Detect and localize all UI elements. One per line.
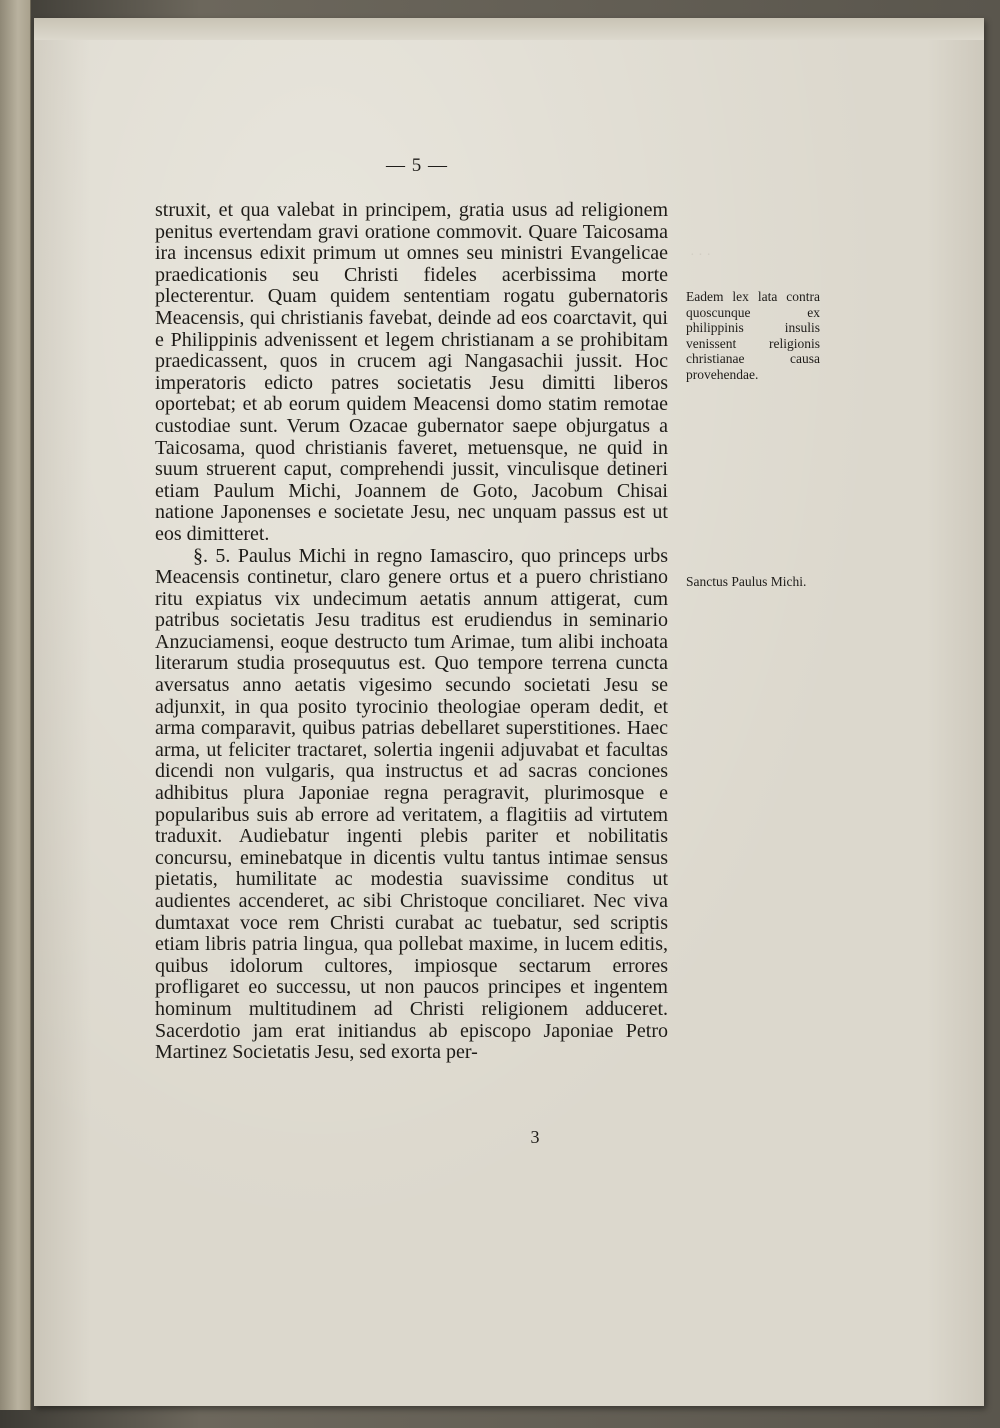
page-top-edge: [34, 18, 984, 40]
bleed-through-text: · · ·: [690, 248, 711, 263]
main-text-column: [155, 200, 668, 1064]
paragraph-1: struxit, et qua valebat in principem, gratia usus ad religionem penitus evertendam gravi oratione commovit. Quare Taicosama ira incensus edixit primum ut omnes seu ministri Evangelicae praedicationis seu Christi fideles acerbissima morte plecterentur. Quam quidem sententiam rogatu gubernatoris Meacensis, qui christianis favebat, deinde ad eos coarctavit, qui e Philippinis advenissent et legem christianam a se prohibitam praedicassent, quos in crucem agi Nangasachii jussit. Hoc imperatoris edicto patres societatis Jesu dimitti liberos oportebat; et ab eorum quidem Meacensi domo statim remotae custodiae sunt. Verum Ozacae gubernator saepe objurgatus a Taicosama, quod christianis faveret, metuensque, ne quid in suum struerent caput, comprehendi jussit, vinculisque detineri etiam Paulum Michi, Joannem de Goto, Jacobum Chisai natione Japonenses e societate Jesu, nec unquam passus est ut eos dimitteret.: [155, 199, 668, 545]
paragraph-2: §. 5. Paulus Michi in regno Iamasciro, quo princeps urbs Meacensis continetur, claro genere ortus et a puero christiano ritu expiatus vix undecimum aetatis annum attigerat, cum patribus societatis Jesu traditus est erudiendus in seminario Anzuciamensi, eoque destructo tum Arimae, tum alibi inchoata literarum studia prosequutus est. Quo tempore terrena cuncta aversatus anno aetatis vigesimo secundo societati Jesu se adjunxit, in qua posito tyrocinio theologiae operam dedit, et arma comparavit, quibus patrias debellaret superstitiones. Haec arma, ut feliciter tractaret, solertia ingenii adjuvabat et facultas dicendi non vulgaris, qua instructus et ad sacras conciones adhibitus plura Japoniae regna peragravit, plurimosque e popularibus suis ab errore ad veritatem, a flagitiis ad virtutem traduxit. Audiebatur ingenti plebis pariter et nobilitatis concursu, eminebatque in dicentis vultu tantus intimae sensus pietatis, humilitate ac modestia suavissime conditus ut audientes accenderet, ac sibi Christoque conciliaret. Nec viva dumtaxat voce rem Christi curabat ac tuebatur, sed scriptis etiam libris patria lingua, qua pollebat maxime, in lucem editis, quibus idolorum cultores, impiosque sectarum errores profligaret eo successu, ut non paucos principes et ingentem hominum multitudinem ad Christi religionem adduceret. Sacerdotio jam erat initiandus ab episcopo Japoniae Petro Martinez Societatis Jesu, sed exorta per-: [155, 544, 668, 1064]
margin-note-1: Eadem lex lata contra quoscunque ex philippinis insulis venissent religionis christianae causa provehendae.: [686, 289, 820, 382]
margin-note-2: Sanctus Paulus Michi.: [686, 574, 807, 589]
signature-number: 3: [530, 1127, 540, 1147]
running-head: — 5 —: [386, 155, 448, 176]
previous-page-edge: [0, 0, 31, 1410]
